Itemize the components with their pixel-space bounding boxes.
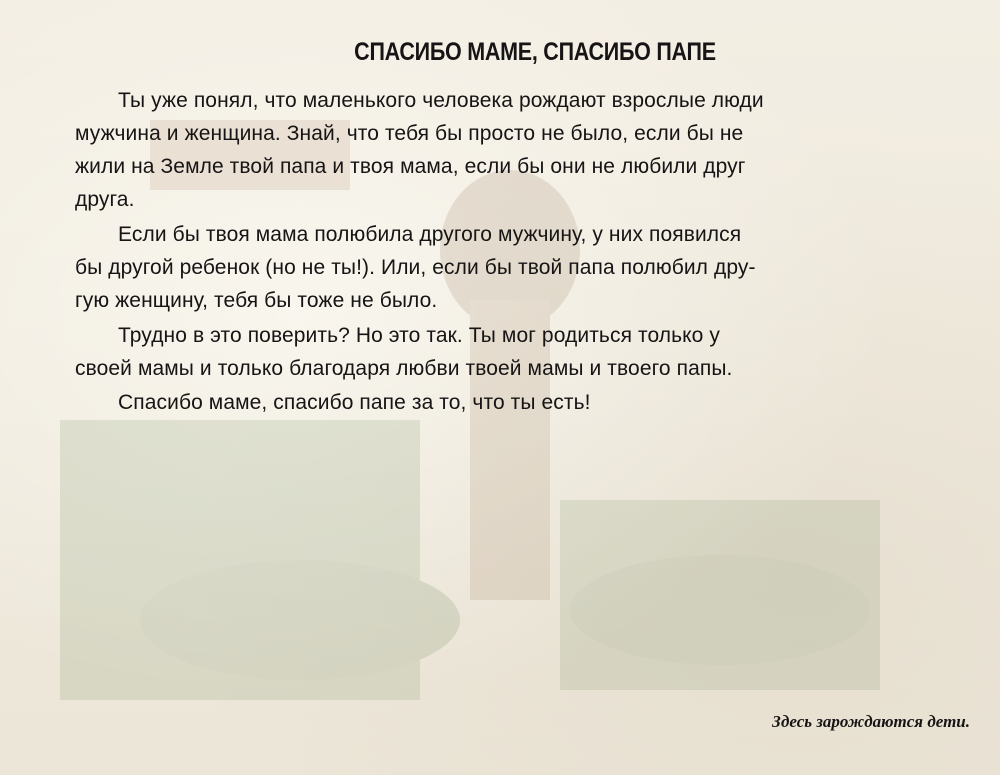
- illustration-caption: Здесь зарождаются дети.: [772, 712, 970, 731]
- text-line: Если бы твоя мама полюбила другого мужчину, у них появился: [118, 223, 742, 246]
- text-line: друга.: [75, 188, 135, 211]
- text-line: Трудно в это поверить? Но это так. Ты мог родиться только у: [118, 324, 721, 347]
- text-line: жили на Земле твой папа и твоя мама, если бы они не любили друг: [75, 155, 746, 178]
- text-line: Спасибо маме, спасибо папе за то, что ты есть!: [118, 391, 591, 414]
- text-line: гую женщину, тебя бы тоже не было.: [75, 289, 438, 312]
- text-line: Ты уже понял, что маленького человека рождают взрослые люди: [118, 89, 764, 112]
- text-line: мужчина и женщина. Знай, что тебя бы просто не было, если бы не: [75, 122, 744, 145]
- text-line: своей мамы и только благодаря любви твоей мамы и твоего папы.: [75, 357, 733, 380]
- text-line: бы другой ребенок (но не ты!). Или, если бы твой папа полюбил дру-: [75, 256, 756, 279]
- page-title: СПАСИБО МАМЕ, СПАСИБО ПАПЕ: [354, 38, 716, 66]
